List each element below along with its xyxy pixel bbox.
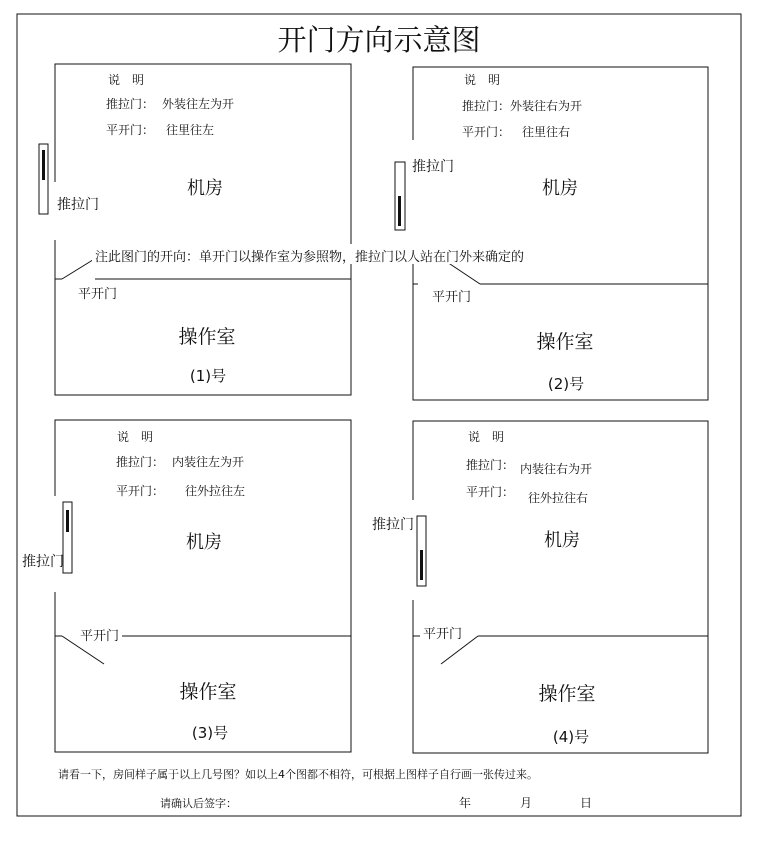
sign-month: 月 (520, 796, 533, 810)
panel-2-swing-prefix: 平开门： (462, 125, 511, 139)
diagram-title: 开门方向示意图 (277, 23, 481, 57)
panel-3-machine-room: 机房 (186, 532, 222, 553)
panel-2-swing-desc: 往里往右 (522, 125, 571, 139)
panel-1-swing-desc: 往里往左 (166, 123, 215, 137)
door-direction-note: 注此图门的开向：单开门以操作室为参照物，推拉门以人站在门外来确定的 (95, 250, 525, 265)
panel-4-number: (4)号 (552, 728, 590, 746)
panel-2-swing-door-label: 平开门 (432, 290, 472, 305)
panel-2-number: (2)号 (547, 375, 585, 393)
sign-label: 请确认后签字： (160, 797, 237, 810)
panel-4-swing-desc: 往外拉往右 (528, 491, 589, 505)
panel-3-swing-door-label: 平开门 (80, 629, 120, 644)
panel-1-swing-prefix: 平开门： (106, 123, 155, 137)
panel-3-number: (3)号 (191, 724, 229, 742)
panel-3-swing-prefix: 平开门： (116, 484, 165, 498)
panel-4-machine-room: 机房 (544, 530, 580, 551)
panel-3-sliding-prefix: 推拉门： (116, 455, 165, 469)
panel-3 (22, 420, 351, 752)
panel-4-sliding-door-label: 推拉门 (372, 517, 414, 533)
panel-3-sliding-door-label: 推拉门 (22, 554, 64, 570)
panel-2-sliding-prefix: 推拉门： (462, 99, 511, 113)
panel-4-swing-door-label: 平开门 (423, 627, 463, 642)
panel-1-swing-door-label: 平开门 (78, 287, 118, 302)
panel-3-operation-room: 操作室 (179, 681, 237, 703)
panel-2 (395, 67, 708, 400)
panel-2-operation-room: 操作室 (536, 331, 594, 353)
panel-3-explain: 说 明 (117, 430, 154, 444)
panel-1-number: (1)号 (189, 367, 227, 385)
panel-3-sliding-desc: 内装往左为开 (172, 455, 245, 469)
panel-2-swing-door (447, 262, 480, 284)
panel-2-machine-room: 机房 (542, 178, 578, 199)
sign-year: 年 (459, 796, 472, 810)
panel-1 (39, 64, 351, 395)
panel-1-swing-door (62, 258, 96, 279)
panel-2-sliding-desc: 外装往右为开 (510, 99, 583, 113)
panel-1-sliding-desc: 外装往左为开 (162, 97, 235, 111)
panel-1-machine-room: 机房 (187, 178, 223, 199)
panel-4-swing-prefix: 平开门： (466, 485, 515, 499)
panel-2-explain: 说 明 (464, 73, 501, 87)
panel-1-sliding-door-label: 推拉门 (57, 197, 99, 213)
panel-2-sliding-door-label: 推拉门 (412, 159, 454, 175)
panel-3-swing-desc: 往外拉往左 (185, 484, 246, 498)
panel-1-sliding-prefix: 推拉门： (106, 97, 155, 111)
panel-4-sliding-prefix: 推拉门： (466, 458, 515, 472)
panel-4-sliding-desc: 内装往右为开 (520, 462, 593, 476)
panel-1-explain: 说 明 (108, 73, 145, 87)
panel-4-operation-room: 操作室 (538, 683, 596, 705)
panel-4 (372, 421, 708, 753)
footer-instruction: 请看一下，房间样子属于以上几号图？如以上4个图都不相符，可根据上图样子自行画一张传过来。 (58, 768, 538, 781)
sign-day: 日 (580, 796, 593, 810)
panel-1-operation-room: 操作室 (178, 326, 236, 348)
panel-4-explain: 说 明 (468, 430, 505, 444)
